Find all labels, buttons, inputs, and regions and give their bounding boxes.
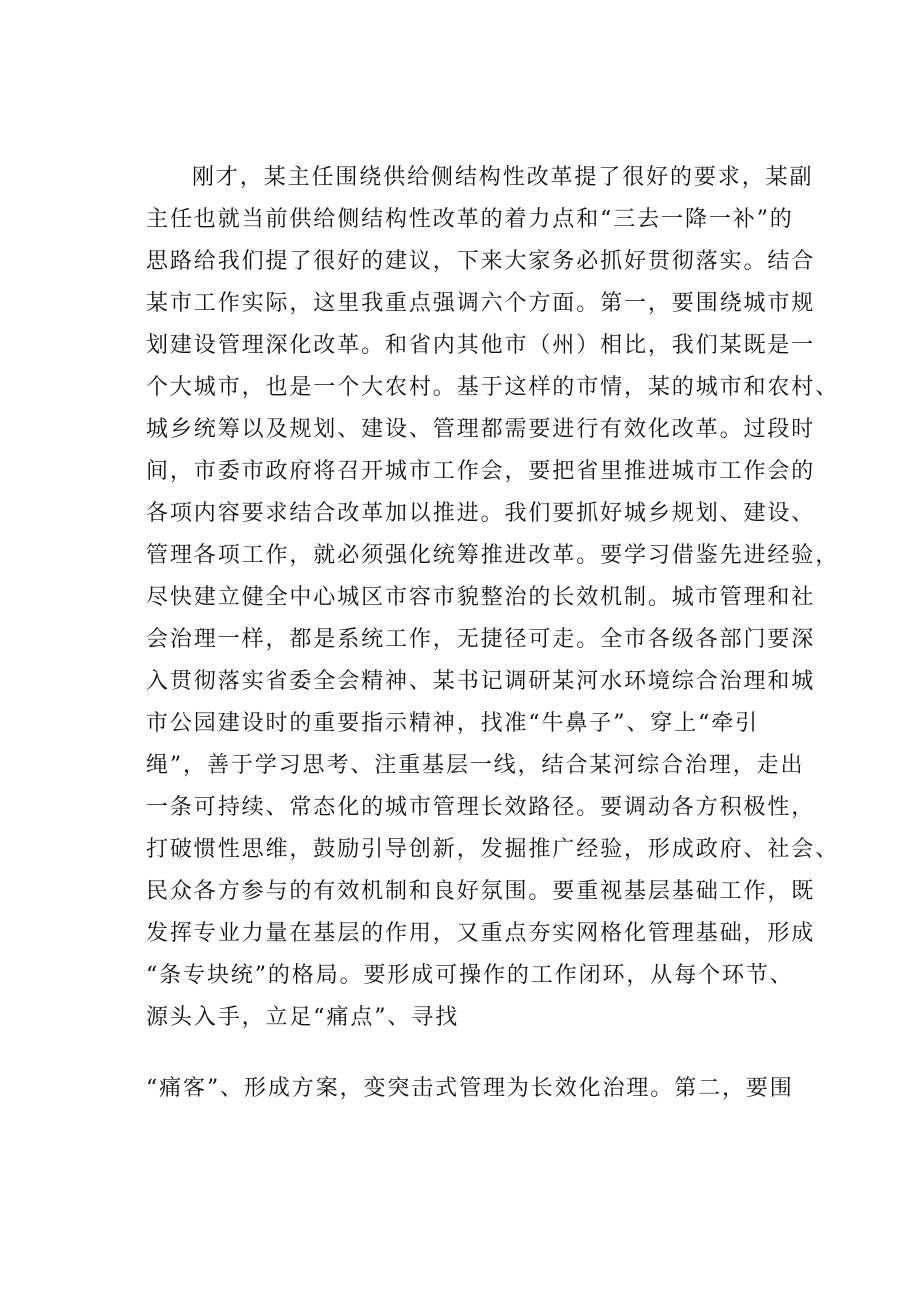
paragraph-line: 会治理一样，都是系统工作，无捷径可走。全市各级各部门要深 bbox=[146, 627, 816, 652]
paragraph-line: 各项内容要求结合改革加以推进。我们要抓好城乡规划、建设、 bbox=[146, 501, 816, 526]
paragraph-line: 一条可持续、常态化的城市管理长效路径。要调动各方积极性， bbox=[146, 795, 816, 820]
paragraph-line: 入贯彻落实省委全会精神、某书记调研某河水环境综合治理和城 bbox=[146, 669, 816, 694]
paragraph-line: 市公园建设时的重要指示精神，找准“牛鼻子”、穿上“牵引 bbox=[146, 711, 760, 736]
paragraph-line: 发挥专业力量在基层的作用，又重点夯实网格化管理基础，形成 bbox=[146, 921, 816, 946]
paragraph-line: 打破惯性思维，鼓励引导创新，发掘推广经验，形成政府、社会、 bbox=[146, 837, 840, 862]
paragraph-line: 绳”，善于学习思考、注重基层一线，结合某河综合治理，走出 bbox=[146, 753, 805, 778]
paragraph-line: 主任也就当前供给侧结构性改革的着力点和“三去一降一补”的 bbox=[146, 207, 794, 232]
paragraph-line: 民众各方参与的有效机制和良好氛围。要重视基层基础工作，既 bbox=[146, 879, 816, 904]
paragraph-line: 城乡统筹以及规划、建设、管理都需要进行有效化改革。过段时 bbox=[146, 417, 816, 442]
paragraph-line: 个大城市，也是一个大农村。基于这样的市情，某的城市和农村、 bbox=[146, 375, 840, 400]
paragraph bbox=[146, 157, 840, 1039]
paragraph-line: 源头入手，立足“痛点”、寻找 bbox=[146, 1005, 460, 1030]
paragraph-line: 管理各项工作，就必须强化统筹推进改革。要学习借鉴先进经验， bbox=[146, 543, 840, 568]
paragraph-line: 思路给我们提了很好的建议，下来大家务必抓好贯彻落实。结合 bbox=[146, 249, 816, 274]
paragraph-line: 间，市委市政府将召开城市工作会，要把省里推进城市工作会的 bbox=[146, 459, 816, 484]
paragraph-line: 尽快建立健全中心城区市容市貌整治的长效机制。城市管理和社 bbox=[146, 585, 816, 610]
paragraph-line: 刚才，某主任围绕供给侧结构性改革提了很好的要求，某副 bbox=[192, 165, 814, 190]
paragraph-line: “条专块统”的格局。要形成可操作的工作闭环，从每个环节、 bbox=[146, 963, 794, 988]
paragraph-line: 划建设管理深化改革。和省内其他市（州）相比，我们某既是一 bbox=[146, 333, 816, 358]
paragraph-line: 某市工作实际，这里我重点强调六个方面。第一，要围绕城市规 bbox=[146, 291, 816, 316]
paragraph-continuation-line: “痛客”、形成方案，变突击式管理为长效化治理。第二，要围 bbox=[146, 1076, 794, 1101]
